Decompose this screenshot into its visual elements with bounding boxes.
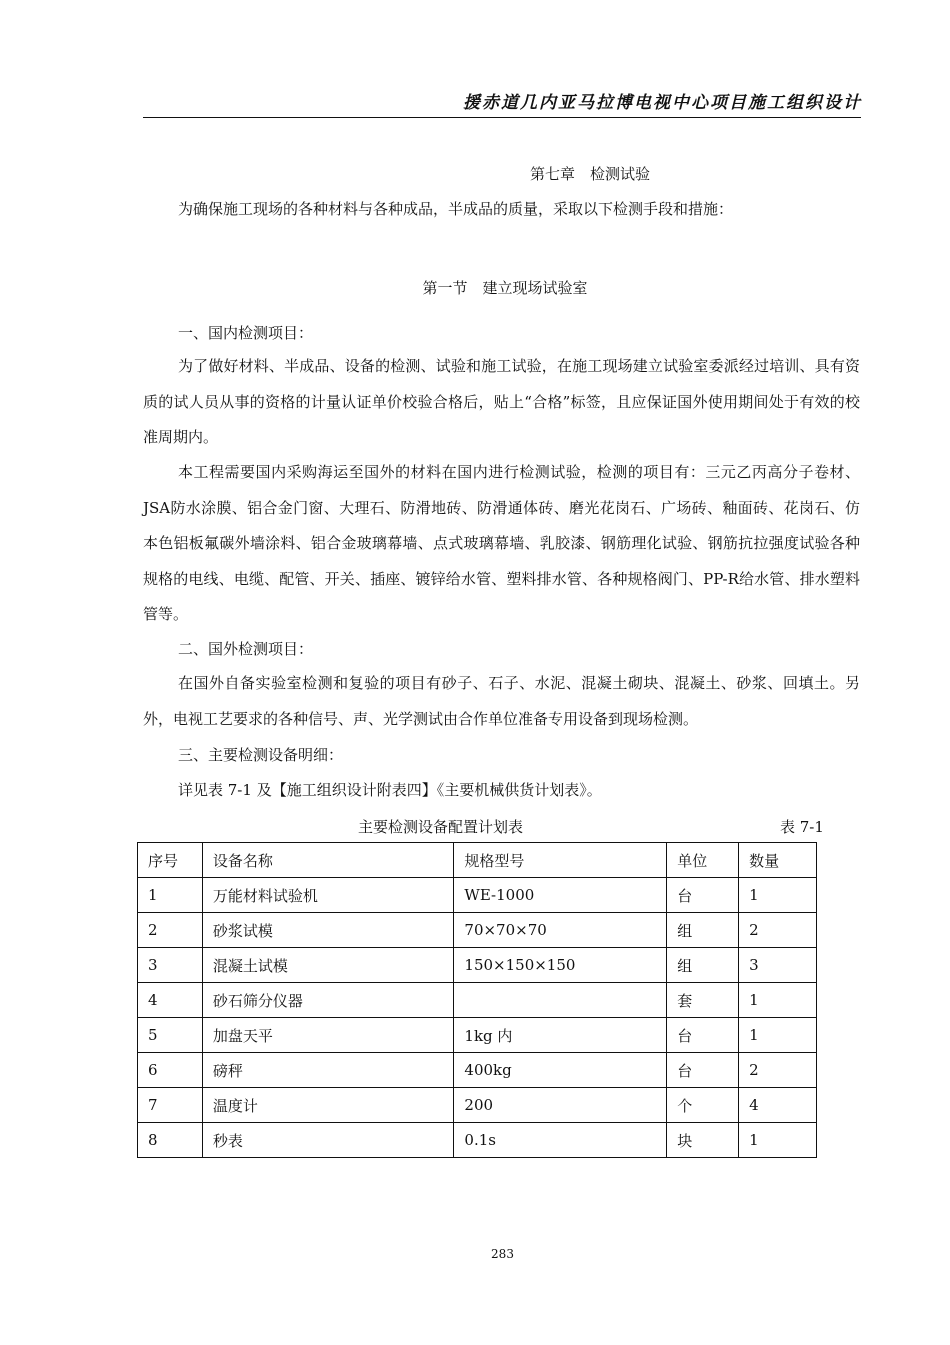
heading-overseas-tests: 二、国外检测项目：: [178, 640, 314, 658]
header-cell: 序号: [138, 843, 203, 878]
table-cell: 8: [138, 1123, 203, 1158]
table-header-row: [138, 843, 817, 878]
table-row: [138, 983, 817, 1018]
table-cell: 2: [138, 913, 203, 948]
table-cell: 4: [739, 1088, 817, 1123]
table-row: [138, 913, 817, 948]
document-header-title: 援赤道几内亚马拉博电视中心项目施工组织设计: [463, 93, 862, 113]
table-row: [138, 1018, 817, 1053]
table-cell: 1: [739, 1123, 817, 1158]
table-row: [138, 1123, 817, 1158]
table-cell: WE-1000: [454, 878, 667, 913]
table-number: 表 7-1: [780, 818, 824, 836]
table-cell: 7: [138, 1088, 203, 1123]
table-cell: 6: [138, 1053, 203, 1088]
table-cell: 台: [667, 878, 739, 913]
table-cell: 150×150×150: [454, 948, 667, 983]
table-cell: [454, 983, 667, 1018]
table-cell: 2: [739, 1053, 817, 1088]
table-cell: 混凝土试模: [202, 948, 454, 983]
header-rule: [143, 117, 861, 118]
equipment-table: [137, 842, 817, 1158]
table-cell: 台: [667, 1018, 739, 1053]
heading-equipment-list: 三、主要检测设备明细：: [178, 746, 344, 764]
paragraph-domestic-items: 本工程需要国内采购海运至国外的材料在国内进行检测试验，检测的项目有：三元乙丙高分子卷材、JSA防水涂膜、铝合金门窗、大理石、防滑地砖、防滑通体砖、磨光花岗石、广场砖、釉面砖、花岗石、仿本色铝板氟碳外墙涂料、铝合金玻璃幕墙、点式玻璃幕墙、乳胶漆、钢筋理化试验、钢筋抗拉强度试验各种规格的电线、电缆、配管、开关、插座、镀锌给水管、塑料排水管、各种规格阀门、PP-R给水管、排水塑料管等。: [143, 463, 860, 623]
table-cell: 1kg 内: [454, 1018, 667, 1053]
table-cell: 2: [739, 913, 817, 948]
table-cell: 台: [667, 1053, 739, 1088]
table-row: [138, 1053, 817, 1088]
table-cell: 万能材料试验机: [202, 878, 454, 913]
table-row: [138, 878, 817, 913]
paragraph-overseas-items: 在国外自备实验室检测和复验的项目有砂子、石子、水泥、混凝土砌块、混凝土、砂浆、回填土。另外，电视工艺要求的各种信号、声、光学测试由合作单位准备专用设备到现场检测。: [143, 674, 860, 728]
table-cell: 组: [667, 913, 739, 948]
table-cell: 1: [739, 983, 817, 1018]
page-number: 283: [491, 1247, 514, 1261]
table-cell: 5: [138, 1018, 203, 1053]
table-cell: 1: [739, 878, 817, 913]
chapter-title: 第七章 检测试验: [529, 165, 650, 183]
table-cell: 400kg: [454, 1053, 667, 1088]
table-cell: 块: [667, 1123, 739, 1158]
table-cell: 3: [739, 948, 817, 983]
header-cell: 单位: [667, 843, 739, 878]
table-cell: 组: [667, 948, 739, 983]
table-caption: 主要检测设备配置计划表: [358, 818, 524, 836]
table-row: [138, 1088, 817, 1123]
chapter-intro: 为确保施工现场的各种材料与各种成品，半成品的质量，采取以下检测手段和措施：: [178, 200, 734, 218]
table-cell: 个: [667, 1088, 739, 1123]
table-cell: 磅秤: [202, 1053, 454, 1088]
table-cell: 加盘天平: [202, 1018, 454, 1053]
header-cell: 数量: [739, 843, 817, 878]
table-cell: 200: [454, 1088, 667, 1123]
table-cell: 套: [667, 983, 739, 1018]
table-cell: 70×70×70: [454, 913, 667, 948]
table-cell: 1: [138, 878, 203, 913]
table-cell: 砂浆试模: [202, 913, 454, 948]
table-cell: 砂石筛分仪器: [202, 983, 454, 1018]
table-row: [138, 948, 817, 983]
table-cell: 1: [739, 1018, 817, 1053]
paragraph-table-reference: 详见表 7-1 及【施工组织设计附表四】《主要机械供货计划表》。: [178, 781, 602, 799]
table-cell: 4: [138, 983, 203, 1018]
table-cell: 温度计: [202, 1088, 454, 1123]
table-cell: 0.1s: [454, 1123, 667, 1158]
section-title: 第一节 建立现场试验室: [422, 279, 588, 297]
header-cell: 设备名称: [202, 843, 454, 878]
header-cell: 规格型号: [454, 843, 667, 878]
heading-domestic-tests: 一、国内检测项目：: [178, 324, 314, 342]
paragraph-lab-setup: 为了做好材料、半成品、设备的检测、试验和施工试验，在施工现场建立试验室委派经过培训、具有资质的试人员从事的资格的计量认证单价校验合格后，贴上“合格”标签，且应保证国外使用期间处于有效的校准周期内。: [143, 357, 860, 446]
table-cell: 秒表: [202, 1123, 454, 1158]
table-cell: 3: [138, 948, 203, 983]
